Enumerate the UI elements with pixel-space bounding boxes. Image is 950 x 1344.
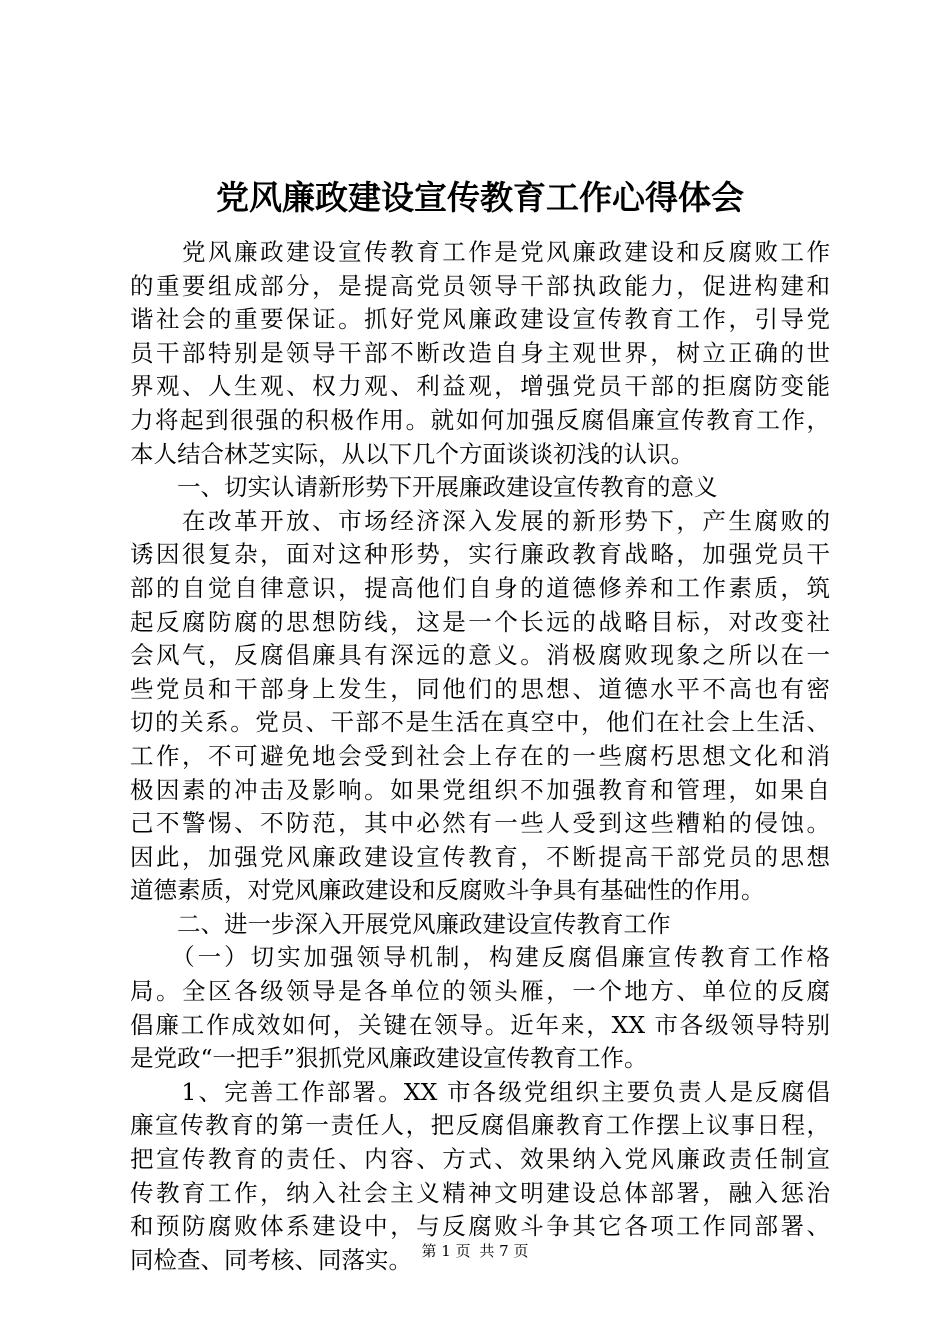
text-line: 在改革开放、市场经济深入发展的新形势下，产生腐败的 <box>130 506 830 535</box>
text-line: 局。全区各级领导是各单位的领头雁，一个地方、单位的反腐 <box>130 977 830 1006</box>
document-body <box>130 236 830 1277</box>
text-line: 界观、人生观、权力观、利益观，增强党员干部的拒腐防变能 <box>130 372 830 401</box>
text-line: 谐社会的重要保证。抓好党风廉政建设宣传教育工作，引导党 <box>130 305 830 334</box>
page-footer <box>0 1241 950 1261</box>
text-line: 传教育工作，纳入社会主义精神文明建设总体部署，融入惩治 <box>130 1178 830 1207</box>
text-line: 和预防腐败体系建设中，与反腐败斗争其它各项工作同部署、 <box>130 1212 830 1241</box>
document-title: 党风廉政建设宣传教育工作心得体会 <box>216 178 744 217</box>
text-line: 诱因很复杂，面对这种形势，实行廉政教育战略，加强党员干 <box>130 540 830 569</box>
text-line: 1、完善工作部署。XX 市各级党组织主要负责人是反腐倡 <box>130 1077 830 1106</box>
text-line: 二、进一步深入开展党风廉政建设宣传教育工作 <box>130 909 671 938</box>
page-number: 第 1 页 <box>421 1242 471 1260</box>
text-line: 己不警惕、不防范，其中必然有一些人受到这些糟粕的侵蚀。 <box>130 809 830 838</box>
text-line: 些党员和干部身上发生，同他们的思想、道德水平不高也有密 <box>130 674 830 703</box>
page-total: 共 7 页 <box>479 1242 529 1260</box>
text-line: 本人结合林芝实际，从以下几个方面谈谈初浅的认识。 <box>130 439 694 468</box>
text-line: 切的关系。党员、干部不是生活在真空中，他们在社会上生活、 <box>130 708 830 737</box>
text-line: 是党政“一把手”狠抓党风廉政建设宣传教育工作。 <box>130 1044 648 1073</box>
text-line: 把宣传教育的责任、内容、方式、效果纳入党风廉政责任制宣 <box>130 1145 830 1174</box>
text-line: 极因素的冲击及影响。如果党组织不加强教育和管理，如果自 <box>130 775 830 804</box>
text-line: （一）切实加强领导机制，构建反腐倡廉宣传教育工作格 <box>130 943 830 972</box>
text-line: 起反腐防腐的思想防线，这是一个长远的战略目标，对改变社 <box>130 607 830 636</box>
text-line: 因此，加强党风廉政建设宣传教育，不断提高干部党员的思想 <box>130 842 830 871</box>
text-line: 道德素质，对党风廉政建设和反腐败斗争具有基础性的作用。 <box>130 876 765 905</box>
text-line: 同检查、同考核、同落实。 <box>130 1245 412 1274</box>
text-line: 员干部特别是领导干部不断改造自身主观世界，树立正确的世 <box>130 338 830 367</box>
text-line: 工作，不可避免地会受到社会上存在的一些腐朽思想文化和消 <box>130 741 830 770</box>
text-line: 党风廉政建设宣传教育工作是党风廉政建设和反腐败工作 <box>130 238 830 266</box>
text-line: 倡廉工作成效如何，关键在领导。近年来，XX 市各级领导特别 <box>130 1010 830 1039</box>
text-line: 力将起到很强的积极作用。就如何加强反腐倡廉宣传教育工作， <box>130 405 830 434</box>
text-line: 一、切实认请新形势下开展廉政建设宣传教育的意义 <box>130 473 718 502</box>
text-line: 部的自觉自律意识，提高他们自身的道德修养和工作素质，筑 <box>130 573 830 602</box>
text-line: 廉宣传教育的第一责任人，把反腐倡廉教育工作摆上议事日程， <box>130 1111 830 1140</box>
text-line: 会风气，反腐倡廉具有深远的意义。消极腐败现象之所以在一 <box>130 641 830 670</box>
text-line: 的重要组成部分，是提高党员领导干部执政能力，促进构建和 <box>130 271 830 300</box>
